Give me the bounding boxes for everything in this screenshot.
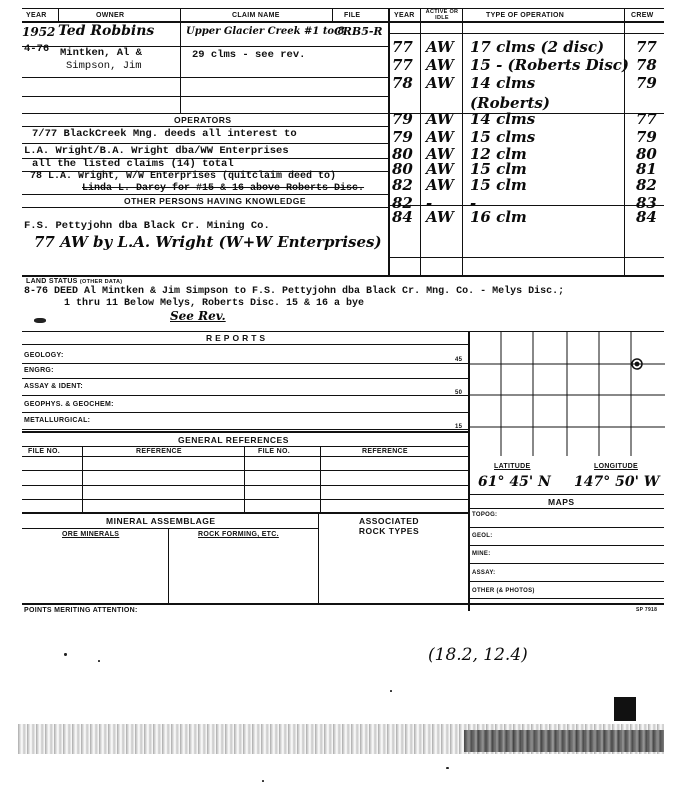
maps-topog: TOPOG: [472, 512, 498, 518]
operation-year: 82 [392, 176, 413, 194]
operation-status: - [426, 194, 433, 212]
col-type-of-operation-header: TYPE OF OPERATION [486, 12, 565, 19]
col-file-header: FILE [344, 12, 361, 19]
operation-status: AW [426, 128, 454, 146]
operation-year: 82 [392, 194, 413, 212]
operation-type: 16 clm [470, 208, 527, 226]
maps-other: OTHER (& PHOTOS) [472, 588, 535, 594]
operation-year: 84 [392, 208, 413, 226]
col-crew-header: CREW [631, 12, 654, 19]
operation-type: 14 clms [470, 110, 536, 128]
other-persons-line-1: F.S. Pettyjohn dba Black Cr. Mining Co. [24, 220, 270, 232]
rock-forming-header: ROCK FORMING, ETC. [198, 531, 279, 538]
other-persons-heading: OTHER PERSONS HAVING KNOWLEDGE [124, 196, 307, 206]
general-references-heading: GENERAL REFERENCES [178, 435, 289, 445]
longitude-value: 147° 50' W [574, 474, 660, 490]
reports-number-15: 15 [455, 424, 463, 430]
maps-assay: ASSAY: [472, 570, 496, 576]
owner-row-2-claim: 29 clms - see rev. [192, 49, 306, 61]
col-active-idle-header: ACTIVE OR IDLE [425, 9, 459, 21]
operation-crew: 80 [636, 145, 657, 163]
operation-crew: 83 [636, 194, 657, 212]
refs-col-reference-2: REFERENCE [362, 448, 408, 455]
operation-crew: 79 [636, 74, 657, 92]
operation-year: 80 [392, 145, 413, 163]
operation-status: AW [426, 74, 454, 92]
maps-heading: MAPS [548, 497, 575, 507]
reports-number-50: 50 [455, 390, 463, 396]
reports-assay: ASSAY & IDENT: [24, 383, 84, 390]
operation-status: AW [426, 160, 454, 178]
location-grid [469, 331, 665, 461]
reports-geophys: GEOPHYS. & GEOCHEM: [24, 401, 114, 408]
operator-line-1: 7/77 BlackCreek Mng. deeds all interest to [32, 128, 297, 140]
operation-status: AW [426, 56, 454, 74]
operation-type: 15 clm [470, 176, 527, 194]
owner-row-1-year: 1952 [22, 25, 56, 39]
reports-number-45: 45 [455, 357, 463, 363]
maps-geol: GEOL: [472, 533, 493, 539]
associated-rock-types-heading: ASSOCIATED ROCK TYPES [358, 516, 420, 536]
ink-smudge [34, 318, 46, 323]
operation-year: 78 [392, 74, 413, 92]
longitude-label: LONGITUDE [594, 463, 638, 470]
operation-crew: 82 [636, 176, 657, 194]
operation-crew: 79 [636, 128, 657, 146]
operation-crew: 77 [636, 110, 657, 128]
operator-line-5: Linda L. Darcy for #15 & 16 above Roberts Disc. [82, 183, 365, 194]
operation-type: 17 clms (2 disc) [470, 38, 605, 56]
reports-geology: GEOLOGY: [24, 352, 64, 359]
operation-year: 77 [392, 38, 413, 56]
ore-minerals-header: ORE MINERALS [62, 531, 120, 538]
owner-row-1-file: CRB5-R [334, 25, 383, 38]
latitude-label: LATITUDE [494, 463, 531, 470]
owner-row-1-owner: Ted Robbins [58, 23, 155, 39]
operation-type: 15 clms [470, 128, 536, 146]
land-status-line-2: 1 thru 11 Below Melys, Roberts Disc. 15 & 16 a bye [64, 298, 365, 309]
col-owner-header: OWNER [96, 12, 125, 19]
maps-mine: MINE: [472, 551, 491, 557]
land-status-line-1: 8-76 DEED Al Mintken & Jim Simpson to F.S. Pettyjohn dba Black Cr. Mng. Co. - Melys Disc.; [24, 286, 565, 297]
owner-row-2-year: 4-76 [24, 43, 50, 55]
col-claim-name-header: CLAIM NAME [232, 12, 280, 19]
speck [446, 767, 449, 769]
land-status-note: See Rev. [170, 309, 226, 323]
owner-row-1-claim: Upper Glacier Creek #1 to 8 [186, 26, 345, 37]
operation-year: 79 [392, 110, 413, 128]
reports-heading: REPORTS [206, 333, 269, 343]
mineral-assemblage-heading: MINERAL ASSEMBLAGE [106, 516, 216, 526]
operator-line-2: L.A. Wright/B.A. Wright dba/WW Enterprises [24, 145, 289, 157]
scan-noise-dark [464, 730, 664, 752]
operation-status: AW [426, 38, 454, 56]
land-status-label: LAND STATUS (OTHER DATA) [26, 278, 123, 285]
speck [64, 653, 67, 656]
owner-row-2-owner: Mintken, Al & [60, 47, 142, 59]
operation-crew: 84 [636, 208, 657, 226]
operation-status: AW [426, 208, 454, 226]
operation-year: 80 [392, 160, 413, 178]
operator-line-3: all the listed claims (14) total [32, 158, 234, 170]
owner-row-3-owner: Simpson, Jim [66, 60, 142, 72]
reports-engrg: ENGRG: [24, 367, 54, 374]
operation-type: - [470, 194, 477, 212]
scan-registration-mark [614, 697, 636, 721]
refs-col-reference-1: REFERENCE [136, 448, 182, 455]
operation-type: 15 - (Roberts Disc) [470, 56, 630, 74]
speck [390, 690, 392, 692]
operation-status: AW [426, 110, 454, 128]
refs-col-file-no-1: FILE NO. [28, 448, 60, 455]
operation-crew: 77 [636, 38, 657, 56]
refs-col-file-no-2: FILE NO. [258, 448, 290, 455]
operation-status: AW [426, 145, 454, 163]
latitude-value: 61° 45' N [478, 474, 551, 490]
operation-status: AW [426, 176, 454, 194]
col-year2-header: YEAR [394, 12, 415, 19]
operation-type: 15 clm [470, 160, 527, 178]
operation-type: 14 clms [470, 74, 536, 92]
points-meriting-attention: POINTS MERITING ATTENTION: [24, 607, 138, 614]
other-persons-line-2: 77 AW by L.A. Wright (W+W Enterprises) [34, 233, 382, 251]
operation-year: 77 [392, 56, 413, 74]
coordinate-annotation: (18.2, 12.4) [428, 645, 528, 665]
speck [262, 780, 264, 782]
operation-crew: 78 [636, 56, 657, 74]
operators-heading: OPERATORS [174, 115, 232, 125]
operation-year: 79 [392, 128, 413, 146]
speck [98, 660, 100, 662]
operation-type: 12 clm [470, 145, 527, 163]
col-year-header: YEAR [26, 12, 47, 19]
form-number: SP 7918 [636, 607, 658, 613]
operation-type: (Roberts) [470, 94, 550, 112]
operator-line-4: 78 L.A. Wright, W/W Enterprises (quitclaim deed to) [30, 171, 337, 182]
operation-crew: 81 [636, 160, 657, 178]
reports-metallurgical: METALLURGICAL: [24, 417, 91, 424]
